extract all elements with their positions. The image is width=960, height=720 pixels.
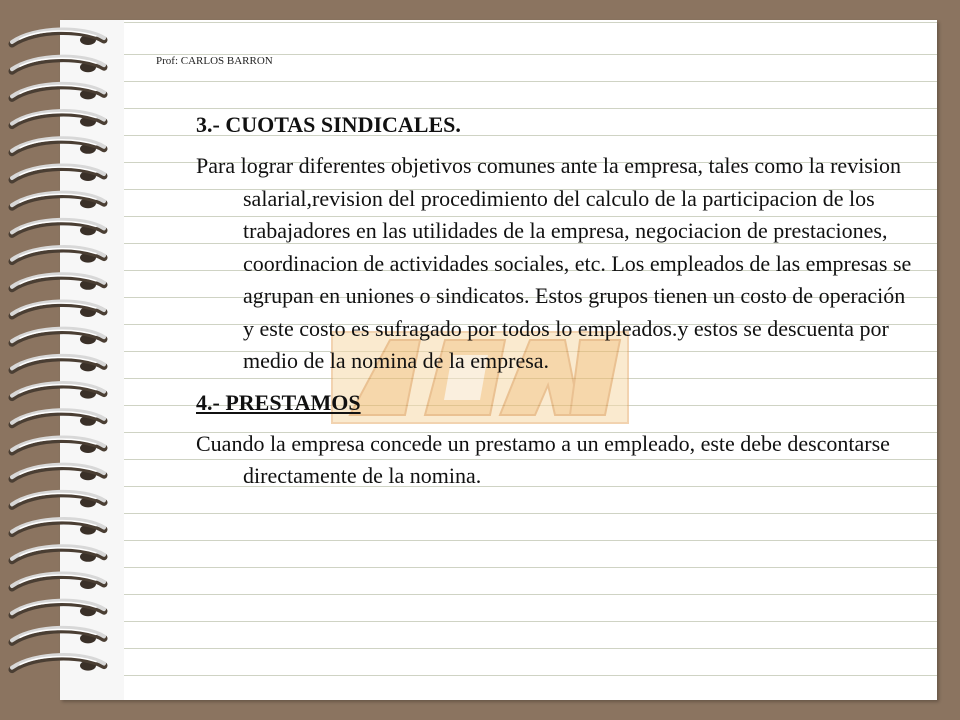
spiral-ring: [12, 410, 104, 426]
spiral-ring: [12, 84, 104, 100]
spiral-binding-icon: [0, 0, 130, 720]
spiral-ring: [12, 220, 104, 236]
spiral-ring: [12, 29, 104, 45]
spiral-ring: [12, 601, 104, 617]
spiral-ring: [12, 193, 104, 209]
spiral-ring: [12, 573, 104, 589]
section-heading-cuotas: 3.- CUOTAS SINDICALES.: [196, 112, 461, 137]
spiral-ring: [12, 165, 104, 181]
spiral-ring: [12, 465, 104, 481]
spiral-ring: [12, 546, 104, 562]
spiral-ring: [12, 57, 104, 73]
spiral-ring: [12, 111, 104, 127]
section-body-cuotas: Para lograr diferentes objetivos comunes ante la empresa, tales como la revision salarial,revision del procedimiento del calculo de la participacion de los trabajadores en las utilidades de la empresa, negociacion de prestaciones, coordinacion de actividades sociales, etc. Los empleados de las empresas se agrupan en uniones o sindicatos. Estos grupos tienen un costo de operación y este costo es sufragado por todos lo empleados.y estos se descuenta por medio de la nomina de la empresa.: [196, 153, 912, 373]
spiral-ring: [12, 301, 104, 317]
slide-content: [196, 110, 916, 503]
spiral-ring: [12, 492, 104, 508]
spiral-ring: [12, 383, 104, 399]
spiral-ring: [12, 138, 104, 154]
spiral-ring: [12, 274, 104, 290]
spiral-ring: [12, 628, 104, 644]
spiral-ring: [12, 329, 104, 345]
spiral-ring: [12, 519, 104, 535]
spiral-ring: [12, 247, 104, 263]
spiral-ring: [12, 356, 104, 372]
author-label: Prof: CARLOS BARRON: [156, 55, 273, 67]
spiral-ring: [12, 437, 104, 453]
spiral-ring: [12, 655, 104, 671]
section-heading-prestamos: 4.- PRESTAMOS: [196, 389, 361, 415]
section-body-prestamos: Cuando la empresa concede un prestamo a un empleado, este debe descontarse directamente de la nomina.: [196, 430, 890, 488]
